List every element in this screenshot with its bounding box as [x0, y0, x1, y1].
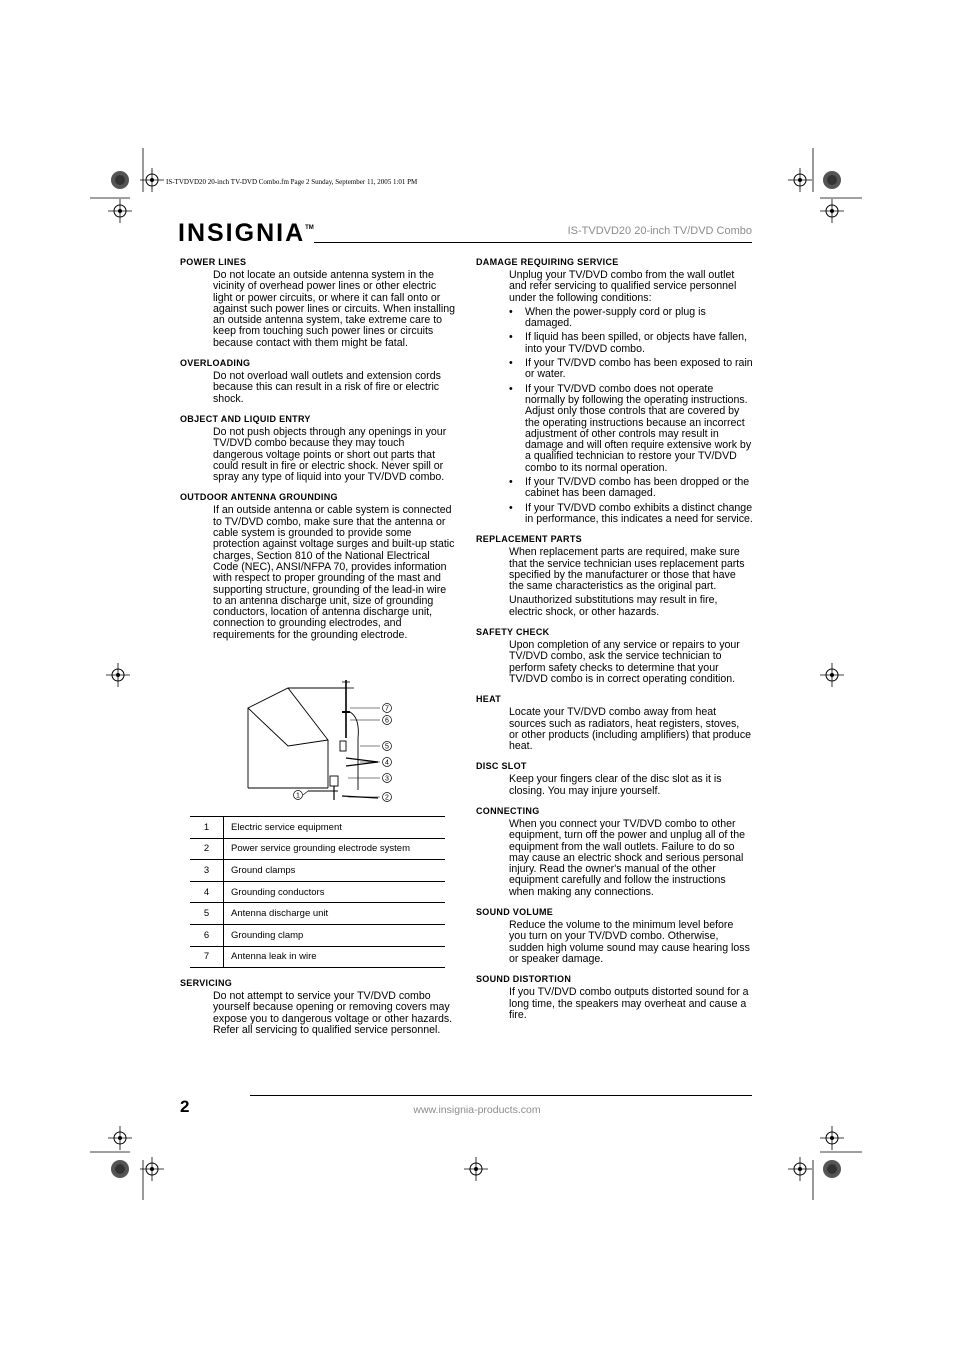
table-row [190, 860, 445, 882]
header-rule [314, 242, 752, 243]
list-item: • When the power-supply cord or plug is damaged. [509, 307, 753, 330]
section-heat [476, 693, 756, 752]
section-heading: SOUND VOLUME [476, 907, 554, 918]
legend-number: 6 [190, 924, 224, 946]
section-text: Keep your fingers clear of the disc slot as it is closing. You may injure yourself. [509, 773, 722, 797]
list-item: • If liquid has been spilled, or objects have fallen, into your TV/DVD combo. [509, 332, 753, 355]
table-row [190, 881, 445, 903]
section-heading: OUTDOOR ANTENNA GROUNDING [180, 492, 338, 503]
brand-logo [178, 219, 314, 248]
table-row [190, 903, 445, 925]
section-damage [476, 256, 756, 525]
legend-label: Antenna discharge unit [224, 903, 446, 925]
roof-shape [248, 688, 328, 746]
section-text: If you TV/DVD combo outputs distorted sound for a long time, the speakers may overheat and cause a fire. [509, 986, 749, 1021]
footer-url: www.insignia-products.com [413, 1104, 541, 1116]
diagram-label-2: 2 [385, 794, 389, 802]
section-text: Reduce the volume to the minimum level before you turn on your TV/DVD combo. Otherwise, sudden high volume sound may cause hearing loss or speaker damage. [509, 919, 750, 965]
section-text: Unauthorized substitutions may result in fire, electric shock, or other hazards. [509, 594, 718, 618]
section-heading: OBJECT AND LIQUID ENTRY [180, 413, 311, 424]
section-text: Do not attempt to service your TV/DVD combo yourself because opening or removing covers may expose you to dangerous voltage or other hazards. Refer all servicing to qualified service personnel. [213, 990, 453, 1036]
section-heading: POWER LINES [180, 257, 247, 267]
diagram-label-1: 1 [296, 792, 300, 800]
legend-number: 3 [190, 860, 224, 882]
section-text: When replacement parts are required, make sure that the service technician uses replacement parts specified by the manufacturer or those that have the same characteristics as the original part. [509, 546, 745, 593]
legend-number: 5 [190, 903, 224, 925]
section-heading: DISC SLOT [476, 761, 527, 772]
legend-label: Power service grounding electrode system [224, 838, 446, 860]
diagram-label-6: 6 [385, 717, 389, 725]
section-power-lines [180, 256, 460, 349]
brand-tm: TM [305, 225, 314, 231]
section-text: If an outside antenna or cable system is connected to TV/DVD combo, make sure that the antenna or cable system is grounded to provide some protection against voltage surges and built-up static charges, Section 810 of the National Electrical Code (NEC), ANSI/NFPA 70, provides information with respect to proper grounding of the mast and supporting structure, grounding of the lead-in wire to an antenna discharge unit, size of grounding conductors, location of antenna discharge unit, connection to grounding electrodes, and requirements for the grounding electrode. [213, 504, 455, 641]
section-text: Do not push objects through any openings in your TV/DVD combo because they may touch dangerous voltage points or short out parts that could result in fire or electric shock. Never spill or spray any type of liquid into your TV/DVD combo. [213, 425, 447, 484]
diagram-label-3: 3 [385, 775, 389, 783]
diagram-label-7: 7 [385, 705, 389, 713]
damage-conditions-list [509, 307, 753, 525]
list-item: • If your TV/DVD combo has been dropped or the cabinet has been damaged. [509, 477, 753, 500]
legend-label: Ground clamps [224, 860, 446, 882]
table-row [190, 924, 445, 946]
section-disc-slot [476, 760, 756, 797]
section-heading: CONNECTING [476, 805, 540, 816]
legend-label: Antenna leak in wire [224, 946, 446, 968]
section-overloading [180, 357, 460, 405]
section-heading: HEAT [476, 694, 502, 705]
section-heading: SERVICING [180, 978, 233, 988]
section-text: Unplug your TV/DVD combo from the wall outlet and refer servicing to qualified service personnel under the following conditions: [509, 269, 737, 304]
section-sound-volume [476, 906, 756, 965]
legend-label: Grounding conductors [224, 881, 446, 903]
section-heading: SAFETY CHECK [476, 627, 550, 638]
section-text: Do not locate an outside antenna system in the vicinity of overhead power lines or other electric light or power circuits, or where it can fall onto or against such power lines or circuits. When installing an outside antenna system, take extreme care to keep from touching such power lines or circuits because contact with them might be fatal. [213, 269, 456, 349]
list-item: • If your TV/DVD combo has been exposed to rain or water. [509, 358, 753, 381]
antenna-grounding-diagram [238, 678, 400, 806]
section-safety-check [476, 626, 756, 685]
right-column [476, 256, 756, 1029]
legend-number: 4 [190, 881, 224, 903]
table-row [190, 838, 445, 860]
section-text: Do not overload wall outlets and extension cords because this can result in a risk of fire or electric shock. [213, 370, 441, 405]
section-connecting [476, 805, 756, 898]
legend-label: Electric service equipment [224, 817, 446, 839]
header-title: IS-TVDVD20 20-inch TV/DVD Combo [567, 225, 752, 237]
footer-rule [250, 1095, 752, 1096]
print-info: IS-TVDVD20 20-inch TV-DVD Combo.fm Page 2 Sunday, September 11, 2005 1:01 PM [166, 178, 418, 186]
section-antenna-grounding [180, 491, 460, 641]
section-text: When you connect your TV/DVD combo to other equipment, turn off the power and unplug all of the equipment from the wall outlets. Failure to do so may cause an electric shock and serious personal injury. Read the owner's manual of the other equipment carefully and follow the instructions when making any connections. [509, 817, 745, 898]
diagram-label-4: 4 [385, 759, 389, 767]
table-row [190, 946, 445, 968]
legend-number: 2 [190, 838, 224, 860]
brand-name: INSIGNIA [178, 219, 306, 247]
table-row [190, 817, 445, 839]
left-column [180, 256, 460, 649]
section-heading: REPLACEMENT PARTS [476, 534, 582, 545]
legend-number: 1 [190, 817, 224, 839]
legend-number: 7 [190, 946, 224, 968]
section-servicing [180, 977, 460, 1044]
list-item: • If your TV/DVD combo does not operate normally by following the operating instructions. Adjust only those controls that are covered by the operating instructions because an incorrect adjustment of other controls may result in damage and will often require extensive work by a qualified technician to restore your TV/DVD combo to its normal operation. [509, 384, 753, 474]
legend-label: Grounding clamp [224, 924, 446, 946]
section-object-liquid [180, 413, 460, 483]
page-number: 2 [180, 1097, 190, 1116]
list-item: • If your TV/DVD combo exhibits a distinct change in performance, this indicates a need for service. [509, 503, 753, 526]
section-replacement-parts [476, 533, 756, 618]
section-text: Upon completion of any service or repairs to your TV/DVD combo, ask the service technician to perform safety checks to determine that your TV/DVD combo is in correct operating condition. [509, 639, 740, 685]
section-heading: DAMAGE REQUIRING SERVICE [476, 257, 619, 267]
section-heading: SOUND DISTORTION [476, 974, 572, 985]
diagram-legend-table [190, 816, 445, 968]
section-heading: OVERLOADING [180, 358, 251, 369]
section-sound-distortion [476, 973, 756, 1021]
section-text: Locate your TV/DVD combo away from heat sources such as radiators, heat registers, stoves, or other products (including amplifiers) that produce heat. [509, 706, 752, 753]
diagram-label-5: 5 [385, 743, 389, 751]
